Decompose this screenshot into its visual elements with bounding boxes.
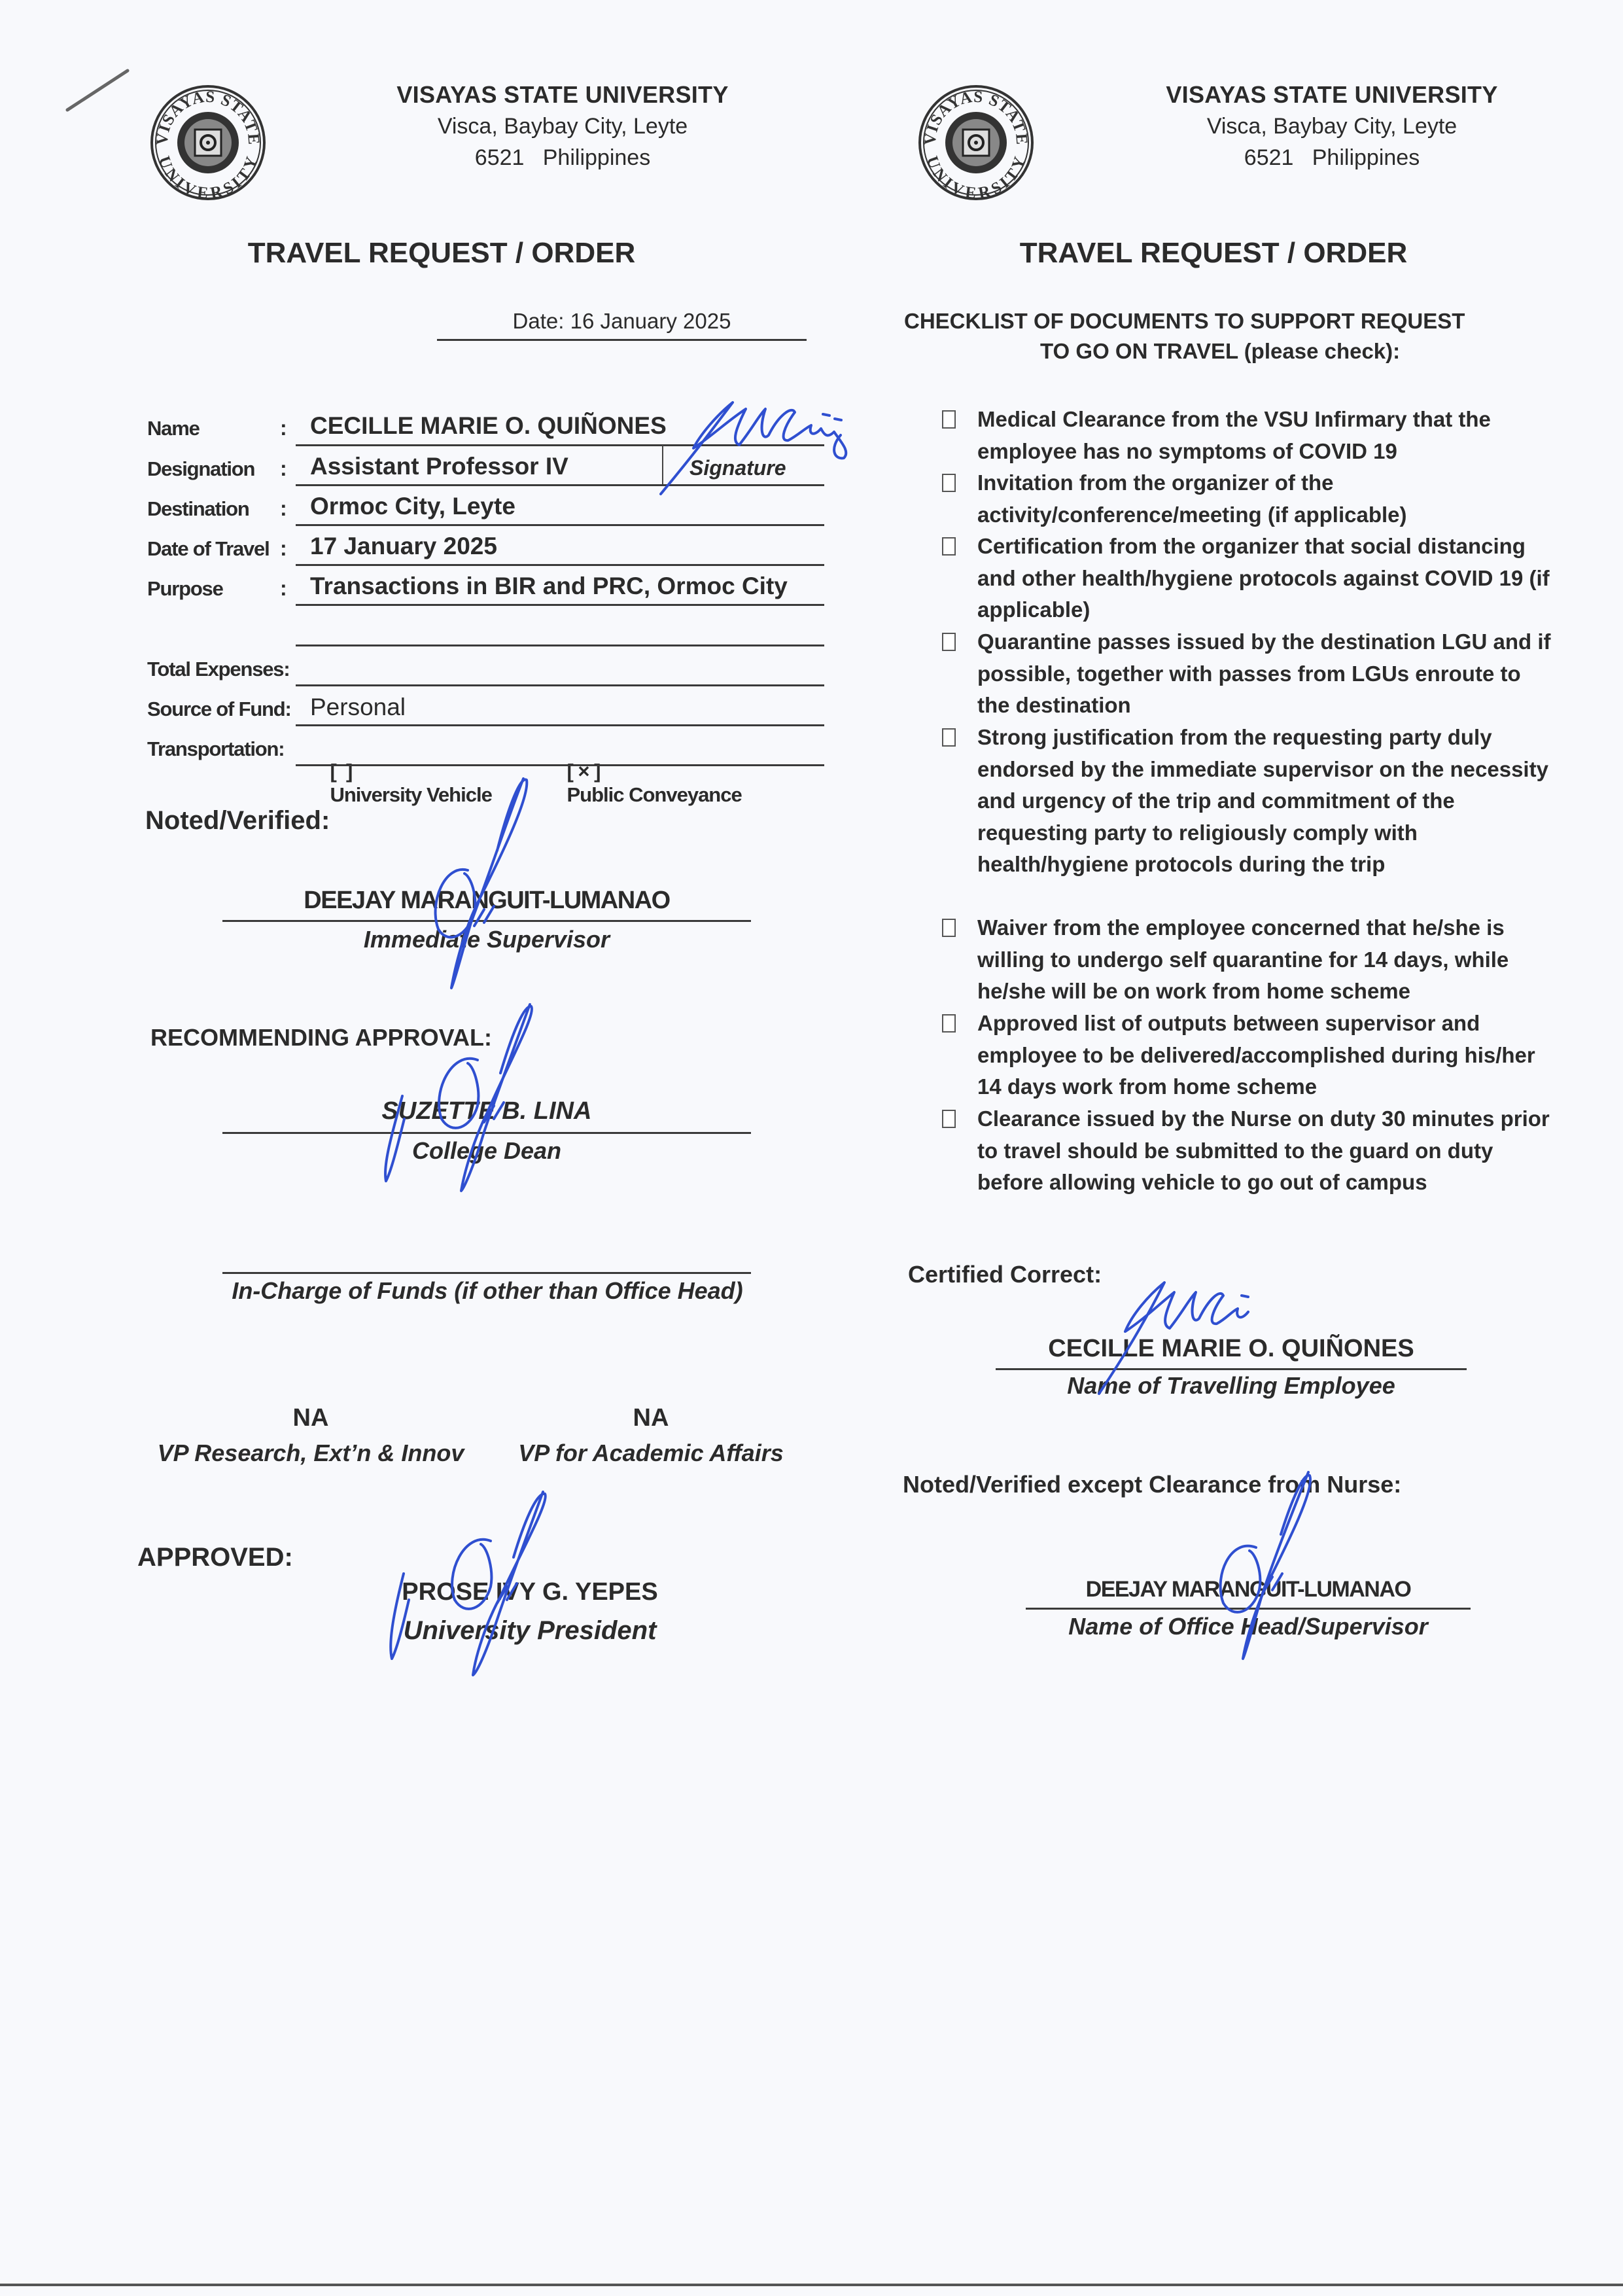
form-title: TRAVEL REQUEST / ORDER xyxy=(1019,237,1408,269)
form-title: TRAVEL REQUEST / ORDER xyxy=(247,237,636,269)
name-underline xyxy=(296,444,824,446)
purpose-underline xyxy=(296,604,824,606)
source-of-fund-field[interactable]: Personal xyxy=(310,694,406,720)
office-head-role: Name of Office Head/Supervisor xyxy=(1068,1613,1428,1640)
designation-label: Designation xyxy=(147,457,255,480)
checkbox[interactable] xyxy=(942,1110,956,1128)
destination-label: Destination xyxy=(147,497,249,520)
checklist-item-text: Certification from the organizer that social distancing and other health/hygiene protocols against COVID 19 (if applicable) xyxy=(977,534,1550,622)
option-label: Public Conveyance xyxy=(567,783,742,806)
office-head-underline xyxy=(1026,1608,1471,1610)
office-head-name: DEEJAY MARANGUIT-LUMANAO xyxy=(1085,1577,1411,1602)
total-expenses-underline xyxy=(296,684,824,686)
transportation-label: Transportation: xyxy=(147,737,285,760)
source-of-fund-underline xyxy=(296,724,824,726)
name-field[interactable]: CECILLE MARIE O. QUIÑONES xyxy=(310,412,667,439)
svg-text:UNIVERSITY: UNIVERSITY xyxy=(922,154,1030,202)
source-of-fund-label: Source of Fund: xyxy=(147,698,291,720)
vp-academic-role: VP for Academic Affairs xyxy=(518,1439,784,1466)
purpose-colon: : xyxy=(280,576,287,600)
university-seal-logo xyxy=(917,84,1035,202)
transportation-underline xyxy=(296,764,824,766)
purpose-label: Purpose xyxy=(147,577,223,600)
vp-research-role: VP Research, Ext’n & Innov xyxy=(157,1439,464,1466)
supervisor-underline xyxy=(222,920,751,922)
destination-field[interactable]: Ormoc City, Leyte xyxy=(310,493,515,520)
signature-caption: Signature xyxy=(689,456,786,480)
checklist-item-text: Quarantine passes issued by the destination LGU and if possible, together with passes from LGUs enroute to the destination xyxy=(977,629,1551,717)
designation-underline xyxy=(296,484,824,486)
option-label: University Vehicle xyxy=(330,783,492,806)
date-of-travel-field[interactable]: 17 January 2025 xyxy=(310,533,497,559)
supervisor-role: Immediate Supervisor xyxy=(363,926,610,953)
university-address-line2: 6521 Philippines xyxy=(474,145,651,170)
president-name: PROSE IVY G. YEPES xyxy=(402,1578,658,1606)
request-date: Date: 16 January 2025 xyxy=(512,309,731,333)
checkbox[interactable] xyxy=(942,410,956,429)
purpose-field[interactable]: Transactions in BIR and PRC, Ormoc City xyxy=(310,573,788,599)
page-edge xyxy=(0,2284,1623,2286)
name-label: Name xyxy=(147,417,200,440)
designation-field[interactable]: Assistant Professor IV xyxy=(310,453,568,480)
checklist-title-line2: TO GO ON TRAVEL (please check): xyxy=(1040,339,1401,363)
date-of-travel-label: Date of Travel xyxy=(147,537,270,560)
checkbox[interactable] xyxy=(942,633,956,651)
transport-option-university-vehicle[interactable] xyxy=(310,736,492,830)
supervisor-name: DEEJAY MARANGUIT-LUMANAO xyxy=(304,887,670,914)
checkbox-checked[interactable]: [ × ] xyxy=(567,760,601,783)
checklist-item-text: Strong justification from the requesting party duly endorsed by the immediate supervisor on the necessity and urgency of the trip and commitment of the requesting party to religiously comply with health/hygiene protocols during the trip xyxy=(977,725,1548,876)
checkbox-unchecked[interactable]: [ ] xyxy=(330,760,353,783)
dean-role: College Dean xyxy=(411,1137,562,1164)
checkbox[interactable] xyxy=(942,537,956,556)
dean-name: SUZETTE B. LINA xyxy=(381,1097,592,1125)
destination-underline xyxy=(296,524,824,526)
destination-colon: : xyxy=(280,497,287,520)
employee-underline xyxy=(996,1368,1467,1370)
checkbox[interactable] xyxy=(942,919,956,937)
university-seal-logo xyxy=(149,84,267,202)
university-address-line1: Visca, Baybay City, Leyte xyxy=(1206,114,1457,139)
in-charge-funds-underline xyxy=(222,1272,751,1274)
employee-name: CECILLE MARIE O. QUIÑONES xyxy=(1048,1335,1414,1362)
in-charge-funds-role: In-Charge of Funds (if other than Office Head) xyxy=(232,1277,743,1304)
date-underline xyxy=(437,339,807,341)
checklist-item-text: Approved list of outputs between supervisor and employee to be delivered/accomplished during his/her 14 days work from home scheme xyxy=(977,1011,1535,1099)
total-expenses-label: Total Expenses: xyxy=(147,658,290,680)
dean-underline xyxy=(222,1132,751,1134)
certified-correct-label: Certified Correct: xyxy=(908,1261,1102,1288)
signature-divider xyxy=(662,445,663,484)
approved-label: APPROVED: xyxy=(137,1543,293,1572)
university-address-line1: Visca, Baybay City, Leyte xyxy=(437,114,688,139)
svg-text:VISAYAS STATE: VISAYAS STATE xyxy=(921,88,1031,146)
pen-mark xyxy=(62,65,134,115)
employee-role: Name of Travelling Employee xyxy=(1067,1372,1395,1399)
date-of-travel-underline xyxy=(296,564,824,566)
purpose-underline-2 xyxy=(296,645,824,646)
president-role: University President xyxy=(403,1616,657,1645)
checkbox[interactable] xyxy=(942,1014,956,1033)
university-name: VISAYAS STATE UNIVERSITY xyxy=(1166,81,1498,108)
svg-text:UNIVERSITY: UNIVERSITY xyxy=(154,154,262,202)
designation-colon: : xyxy=(280,457,287,480)
university-name: VISAYAS STATE UNIVERSITY xyxy=(396,81,729,108)
date-of-travel-colon: : xyxy=(280,537,287,560)
checkbox[interactable] xyxy=(942,474,956,492)
noted-verified-label: Noted/Verified: xyxy=(145,806,330,835)
checklist-item-text: Waiver from the employee concerned that he/she is willing to undergo self quarantine for 14 days, while he/she will be on work from home scheme xyxy=(977,915,1509,1003)
name-colon: : xyxy=(280,416,287,440)
transport-option-public-conveyance[interactable] xyxy=(547,736,742,830)
checklist-title-line1: CHECKLIST OF DOCUMENTS TO SUPPORT REQUEST xyxy=(904,309,1465,333)
checklist-item-text: Invitation from the organizer of the activity/conference/meeting (if applicable) xyxy=(977,470,1407,527)
checklist-item-text: Medical Clearance from the VSU Infirmary that the employee has no symptoms of COVID 19 xyxy=(977,407,1491,463)
checklist-item-text: Clearance issued by the Nurse on duty 30 minutes prior to travel should be submitted to the guard on duty before allowing vehicle to go out of campus xyxy=(977,1106,1550,1194)
recommending-approval-label: RECOMMENDING APPROVAL: xyxy=(150,1024,492,1051)
university-address-line2: 6521 Philippines xyxy=(1244,145,1420,170)
vp-research-name: NA xyxy=(292,1404,329,1432)
vp-academic-name: NA xyxy=(633,1404,669,1432)
svg-text:VISAYAS STATE: VISAYAS STATE xyxy=(153,88,263,146)
noted-except-nurse-label: Noted/Verified except Clearance from Nurse: xyxy=(903,1471,1402,1498)
checkbox[interactable] xyxy=(942,728,956,747)
